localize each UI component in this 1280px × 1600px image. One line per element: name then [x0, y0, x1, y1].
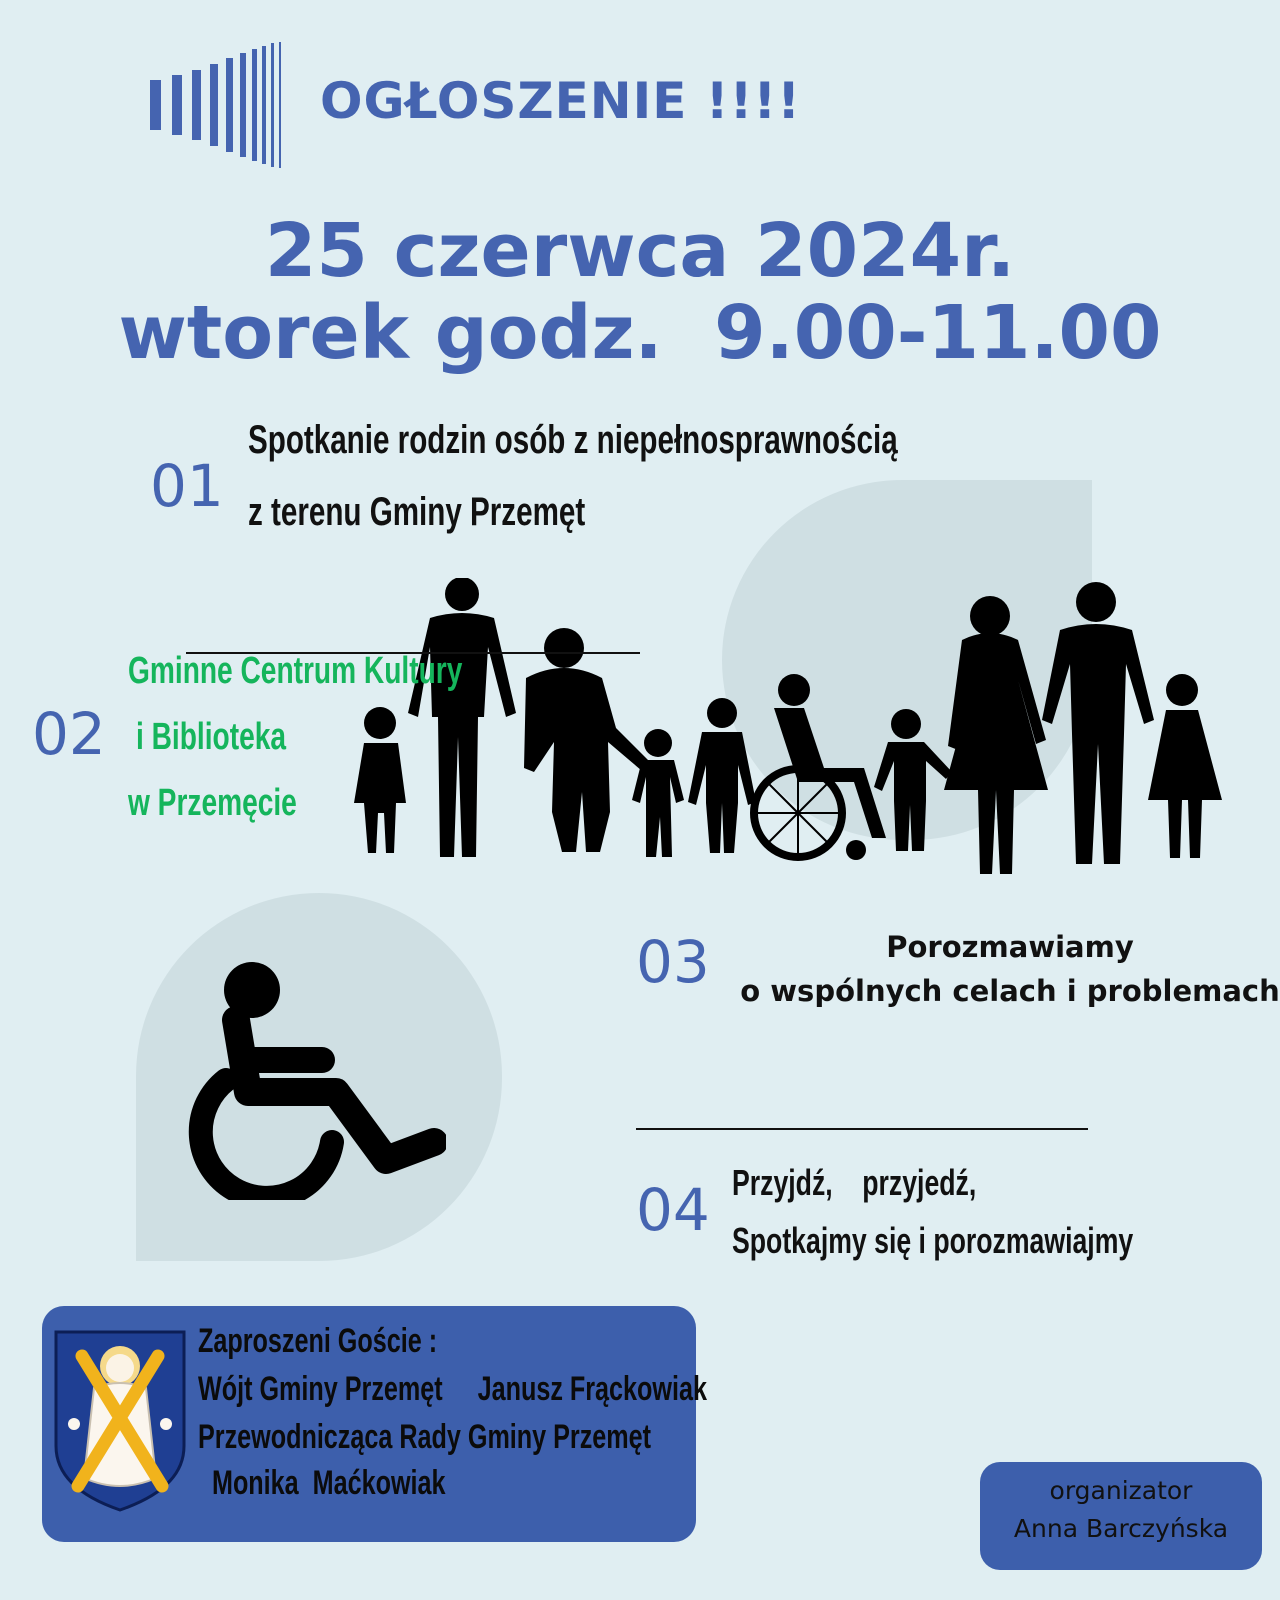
section-04-line-2: Spotkajmy się i porozmawiajmy	[732, 1220, 1134, 1261]
section-03-line-1: Porozmawiamy	[886, 930, 1134, 964]
section-number-02: 02	[32, 700, 106, 768]
section-02-line-2: i Biblioteka	[136, 716, 287, 758]
section-04-line-1: Przyjdź, przyjedź,	[732, 1162, 977, 1203]
section-03-line-2: o wspólnych celach i problemach	[740, 974, 1280, 1008]
guest-line-1: Wójt Gminy Przemęt Janusz Frąckowiak	[198, 1370, 707, 1408]
section-number-01: 01	[150, 452, 224, 520]
section-number-04: 04	[636, 1176, 710, 1244]
section-02-line-1: Gminne Centrum Kultury	[128, 650, 463, 692]
section-number-03: 03	[636, 928, 710, 996]
section-01-line-2: z terenu Gminy Przemęt	[248, 490, 586, 534]
organizer-name: Anna Barczyńska	[1013, 1514, 1229, 1543]
vertical-bars-icon	[150, 42, 290, 168]
organizer-label: organizator	[1049, 1476, 1193, 1505]
event-time: wtorek godz. 9.00-11.00	[118, 290, 1162, 376]
family-silhouette-icon	[350, 578, 1230, 888]
announcement-headline: OGŁOSZENIE !!!!	[320, 72, 802, 130]
section-01-line-1: Spotkanie rodzin osób z niepełnosprawnością	[248, 418, 898, 462]
divider-line	[636, 1128, 1088, 1130]
section-02-line-3: w Przemęcie	[128, 782, 297, 824]
guest-line-2: Przewodnicząca Rady Gminy Przemęt	[198, 1418, 652, 1456]
guests-title: Zaproszeni Goście :	[198, 1322, 438, 1360]
wheelchair-icon	[186, 960, 446, 1200]
coat-of-arms-icon	[52, 1328, 188, 1514]
event-date: 25 czerwca 2024r.	[264, 208, 1016, 294]
guest-line-3: Monika Maćkowiak	[198, 1464, 446, 1502]
